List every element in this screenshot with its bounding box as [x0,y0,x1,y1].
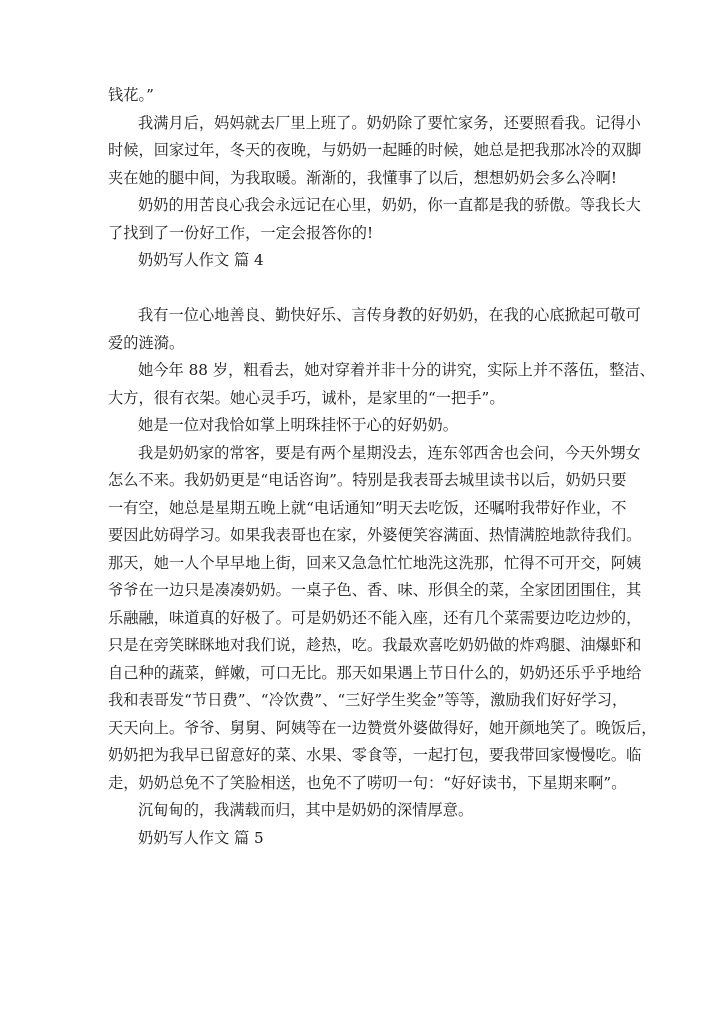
paragraph-line: 大方，很有衣架。她心灵手巧，诚朴，是家里的“一把手”。 [108,388,505,407]
blank-line [108,275,618,303]
paragraph-line: 钱花。” [108,86,154,104]
paragraph-line: 走，奶奶总免不了笑脸相送，也免不了唠叨一句：“好好读书，下星期来啊”。 [108,773,627,792]
paragraph-first-line: 我是奶奶家的常客，要是有两个星期没去，连东邻西舍也会问，今天外甥女 [138,443,641,462]
paragraph-first-line: 她是一位对我恰如掌上明珠挂怀于心的好奶奶。 [138,416,458,434]
paragraph-first-line: 奶奶的用苦良心我会永远记在心里，奶奶，你一直都是我的骄傲。等我长大 [138,196,641,214]
paragraph-first-line: 我有一位心地善良、勤快好乐、言传身教的好奶奶，在我的心底掀起可敬可 [138,306,641,324]
paragraph-line: 只是在旁笑眯眯地对我们说，趁热，吃。我最欢喜吃奶奶做的炸鸡腿、油爆虾和 [108,636,642,654]
section-heading: 奶奶写人作文 篇 5 [138,828,264,847]
paragraph-line: 那天，她一人个早早地上街，回来又急急忙忙地洗这洗那，忙得不可开交，阿姨 [108,553,642,572]
paragraph-line: 爷爷在一边只是凑凑奶奶。一桌子色、香、味、形俱全的菜，全家团团围住，其 [108,581,642,599]
paragraph-line: 自己种的蔬菜，鲜嫩，可口无比。那天如果遇上节日什么的，奶奶还乐乎乎地给 [108,663,642,682]
paragraph-line: 要因此妨碍学习。如果我表哥也在家，外婆便笑容满面、热情满腔地款待我们。 [108,526,642,544]
paragraph-line: 了找到了一份好工作，一定会报答你的! [108,223,374,242]
paragraph-first-line: 我满月后，妈妈就去厂里上班了。奶奶除了要忙家务，还要照看我。记得小 [138,113,641,132]
document-page [108,82,657,852]
paragraph-first-line: 她今年 88 岁，粗看去，她对穿着并非十分的讲究，实际上并不落伍，整洁、 [138,361,655,379]
paragraph-line: 奶奶把为我早已留意好的菜、水果、零食等，一起打包，要我带回家慢慢吃。临 [108,746,642,764]
paragraph-line: 时候，回家过年，冬天的夜晚，与奶奶一起睡的时候，她总是把我那冰冷的双脚 [108,141,642,159]
paragraph-line: 怎么不来。我奶奶更是“电话咨询”。特别是我表哥去城里读书以后，奶奶只要 [108,471,627,489]
paragraph-line: 天天向上。爷爷、舅舅、阿姨等在一边赞赏外婆做得好，她开颜地笑了。晚饭后， [108,718,657,737]
paragraph-first-line: 沉甸甸的，我满载而归，其中是奶奶的深情厚意。 [138,801,474,819]
paragraph-line: 爱的涟漪。 [108,333,185,352]
paragraph-line: 乐融融，味道真的好极了。可是奶奶还不能入座，还有几个菜需要边吃边炒的， [108,608,642,627]
paragraph-line: 我和表哥发“节日费”、“冷饮费”、“三好学生奖金”等等，激励我们好好学习， [108,691,628,709]
paragraph-line: 夹在她的腿中间，为我取暖。渐渐的，我懂事了以后，想想奶奶会多么冷啊! [108,168,617,187]
paragraph-line: 一有空，她总是星期五晚上就“电话通知”明天去吃饭，还嘱咐我带好作业，不 [108,498,627,517]
section-heading: 奶奶写人作文 篇 4 [138,251,264,269]
